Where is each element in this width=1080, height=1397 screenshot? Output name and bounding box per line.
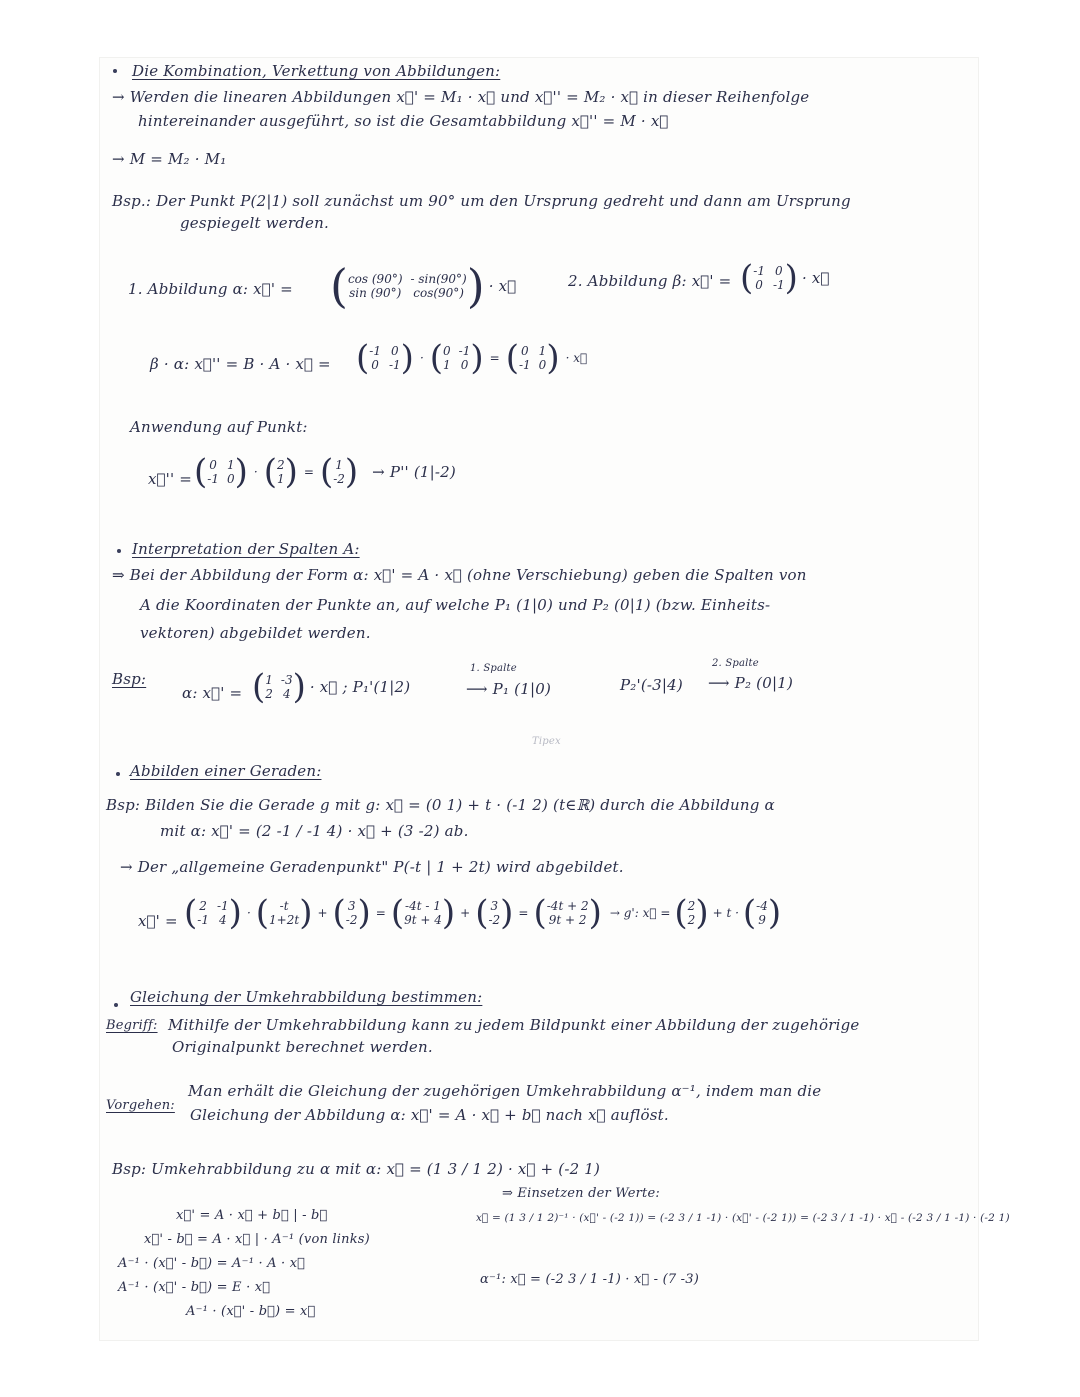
insert-line: x⃗ = (1 3 / 1 2)⁻¹ · (x⃗' - (-2 1)) = (-2 3 / 1 -1) · (x⃗' - (-2 1)) = (-2 3 / 1 -1) · x⃗ - (-2 3 / 1 -1) · (-2 1) bbox=[476, 1212, 1010, 1224]
map2-label: 2. Abbildung β: x⃗' = bbox=[568, 272, 732, 290]
column-matrix: ( 1 -3 2 4 ) · x⃗ ; P₁'(1|2) bbox=[252, 667, 411, 707]
inverse-result: α⁻¹: x⃗ = (-2 3 / 1 -1) · x⃗ - (7 -3) bbox=[480, 1272, 699, 1287]
example-text: Bsp.: Der Punkt P(2|1) soll zunächst um 90° um den Ursprung gedreht und dann am Ursprung bbox=[112, 192, 851, 210]
column-note-1: 1. Spalte bbox=[470, 663, 517, 674]
bullet-dot bbox=[114, 1003, 118, 1007]
reflection-matrix: ( -1 0 0 -1 ) · x⃗ bbox=[740, 258, 830, 298]
solve-step: A⁻¹ · (x⃗' - b⃗) = x⃗ bbox=[186, 1304, 316, 1319]
column-arrow-2: ⟶ P₂ (0|1) bbox=[708, 674, 793, 692]
compose-equation: ( -1 0 0 -1 ) · ( 0 -1 1 0 ) = ( 0 1 -1 0 ) · x⃗ bbox=[356, 338, 588, 378]
map1-label: 1. Abbildung α: x⃗' = bbox=[128, 280, 293, 298]
column-arrow-1: ⟶ P₁ (1|0) bbox=[466, 680, 551, 698]
text-line: vektoren) abgebildet werden. bbox=[140, 624, 371, 642]
text-line: Gleichung der Abbildung α: x⃗' = A · x⃗ + b⃗ nach x⃗ auflöst. bbox=[190, 1106, 669, 1124]
calc-lhs: x⃗' = bbox=[138, 912, 178, 930]
text-line: Man erhält die Gleichung der zugehörigen Umkehrabbildung α⁻¹, indem man die bbox=[188, 1082, 822, 1100]
insert-label: ⇒ Einsetzen der Werte: bbox=[502, 1186, 660, 1201]
section-title-interpretation: Interpretation der Spalten A: bbox=[132, 540, 360, 558]
section-title-gerade: Abbilden einer Geraden: bbox=[130, 762, 322, 780]
bsp-label: Bsp: bbox=[112, 670, 147, 688]
bullet-dot bbox=[117, 549, 121, 553]
example-line: Bsp: Umkehrabbildung zu α mit α: x⃗ = (1 3 / 1 2) · x⃗ + (-2 1) bbox=[112, 1160, 601, 1178]
text-line: hintereinander ausgeführt, so ist die Gesamtabbildung x⃗'' = M · x⃗ bbox=[138, 112, 669, 130]
column-note-2: 2. Spalte bbox=[712, 658, 759, 669]
bullet-dot bbox=[113, 69, 117, 73]
compose-label: β · α: x⃗'' = B · A · x⃗ = bbox=[150, 355, 331, 373]
formula-m: → M = M₂ · M₁ bbox=[112, 150, 227, 168]
vorgehen-label: Vorgehen: bbox=[106, 1098, 175, 1113]
bullet-dot bbox=[116, 772, 120, 776]
map-label: α: x⃗' = bbox=[182, 684, 243, 702]
example-text: gespiegelt werden. bbox=[180, 214, 329, 232]
section-title-verkettung: Die Kombination, Verkettung von Abbildungen: bbox=[132, 62, 501, 80]
text-line: → Der „allgemeine Geradenpunkt" P(-t | 1 + 2t) wird abgebildet. bbox=[120, 858, 624, 876]
solve-step: x⃗' = A · x⃗ + b⃗ | - b⃗ bbox=[176, 1208, 328, 1223]
solve-step: A⁻¹ · (x⃗' - b⃗) = A⁻¹ · A · x⃗ bbox=[118, 1256, 306, 1271]
text-line: mit α: x⃗' = (2 -1 / -1 4) · x⃗ + (3 -2) ab. bbox=[160, 822, 469, 840]
text-line: Bsp: Bilden Sie die Gerade g mit g: x⃗ = (0 1) + t · (-1 2) (t∈ℝ) durch die Abbildung α bbox=[106, 796, 775, 814]
solve-step: x⃗' - b⃗ = A · x⃗ | · A⁻¹ (von links) bbox=[144, 1232, 370, 1247]
solve-step: A⁻¹ · (x⃗' - b⃗) = E · x⃗ bbox=[118, 1280, 271, 1295]
rotation-matrix: ( cos (90°) - sin(90°) sin (90°) cos(90°) ) · x⃗ bbox=[330, 259, 517, 313]
apply-lhs: x⃗'' = bbox=[148, 470, 193, 488]
text-line: ⇒ Bei der Abbildung der Form α: x⃗' = A · x⃗ (ohne Verschiebung) geben die Spalten von bbox=[112, 566, 807, 584]
apply-label: Anwendung auf Punkt: bbox=[130, 418, 308, 436]
tipex-mark: Tipex bbox=[532, 736, 561, 747]
text-line: A die Koordinaten der Punkte an, auf welche P₁ (1|0) und P₂ (0|1) (bzw. Einheits- bbox=[140, 596, 771, 614]
p2-image-point: P₂'(-3|4) bbox=[620, 676, 683, 694]
section-title-umkehrabbildung: Gleichung der Umkehrabbildung bestimmen: bbox=[130, 988, 483, 1006]
text-line: Originalpunkt berechnet werden. bbox=[172, 1038, 433, 1056]
begriff-label: Begriff: bbox=[106, 1018, 158, 1033]
text-line: Mithilfe der Umkehrabbildung kann zu jedem Bildpunkt einer Abbildung der zugehörige bbox=[168, 1016, 860, 1034]
text-line: → Werden die linearen Abbildungen x⃗' = M₁ · x⃗ und x⃗'' = M₂ · x⃗ in dieser Reihenfolge bbox=[112, 88, 810, 106]
apply-equation: ( 0 1 -1 0 ) · ( 2 1 ) = ( 1 -2 ) → P'' (1|-2) bbox=[194, 452, 456, 492]
line-mapping-calc: ( 2 -1 -1 4 ) · ( -t 1+2t ) + ( 3 -2 ) = ( -4t - 1 9t + 4 ) + ( 3 -2 ) = ( -4t + 2 9t + 2 ) → g': x⃗ = ( 2 2 ) + t · ( -4 9 ) bbox=[184, 893, 782, 933]
